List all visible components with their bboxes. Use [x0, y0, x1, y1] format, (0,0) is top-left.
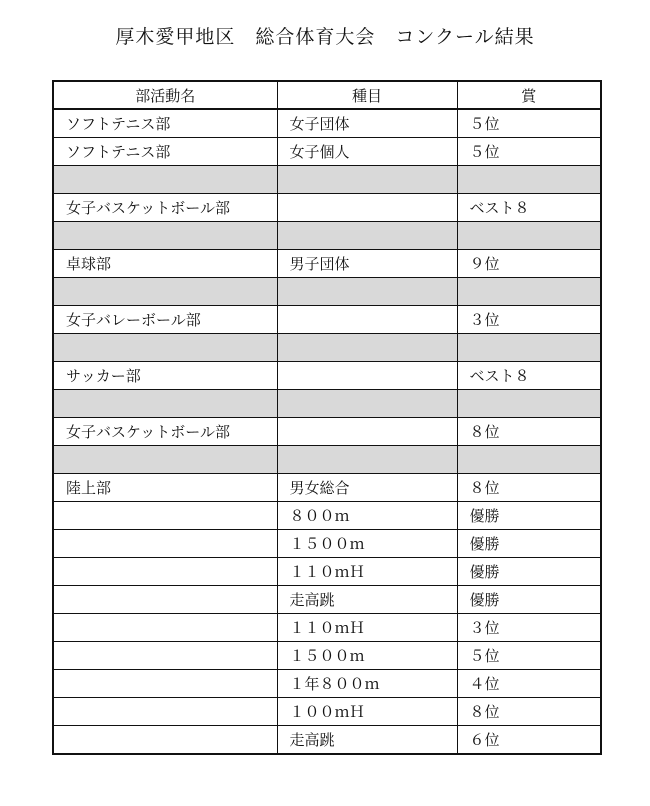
award-cell: 優勝: [457, 586, 601, 614]
club-cell: [53, 530, 277, 558]
club-cell: 女子バスケットボール部: [53, 418, 277, 446]
award-cell: ４位: [457, 670, 601, 698]
club-cell: [53, 334, 277, 362]
event-cell: 男子団体: [277, 250, 457, 278]
event-cell: [277, 390, 457, 418]
award-cell: ５位: [457, 642, 601, 670]
table-row: [53, 138, 601, 166]
award-cell: ベスト８: [457, 194, 601, 222]
document-title: 厚木愛甲地区 総合体育大会 コンクール結果: [115, 26, 535, 48]
club-cell: [53, 222, 277, 250]
event-cell: [277, 418, 457, 446]
table-row: [53, 726, 601, 755]
award-cell: ８位: [457, 418, 601, 446]
event-cell: [277, 278, 457, 306]
club-cell: [53, 642, 277, 670]
award-cell: 優勝: [457, 558, 601, 586]
award-cell: ３位: [457, 306, 601, 334]
event-cell: １１０ｍＨ: [277, 614, 457, 642]
award-cell: ８位: [457, 698, 601, 726]
table-row: [53, 222, 601, 250]
table-row: [53, 362, 601, 390]
event-cell: 女子団体: [277, 109, 457, 138]
event-cell: [277, 446, 457, 474]
table-row: [53, 334, 601, 362]
event-cell: [277, 334, 457, 362]
club-cell: 陸上部: [53, 474, 277, 502]
event-cell: [277, 222, 457, 250]
club-cell: [53, 558, 277, 586]
club-cell: [53, 502, 277, 530]
table-row: [53, 418, 601, 446]
event-cell: 走高跳: [277, 586, 457, 614]
event-cell: １１０ｍＨ: [277, 558, 457, 586]
table-row: [53, 642, 601, 670]
table-row: [53, 670, 601, 698]
event-cell: 女子個人: [277, 138, 457, 166]
award-cell: ベスト８: [457, 362, 601, 390]
event-cell: [277, 362, 457, 390]
club-cell: ソフトテニス部: [53, 109, 277, 138]
event-cell: 男女総合: [277, 474, 457, 502]
table-row: [53, 474, 601, 502]
club-cell: 女子バレーボール部: [53, 306, 277, 334]
club-cell: [53, 390, 277, 418]
table-row: [53, 698, 601, 726]
event-cell: １年８００ｍ: [277, 670, 457, 698]
table-row: [53, 586, 601, 614]
header-club: 部活動名: [53, 81, 277, 109]
award-cell: [457, 390, 601, 418]
club-cell: [53, 446, 277, 474]
award-cell: [457, 222, 601, 250]
event-cell: [277, 166, 457, 194]
club-cell: 卓球部: [53, 250, 277, 278]
club-cell: [53, 726, 277, 755]
award-cell: ５位: [457, 138, 601, 166]
event-cell: １５００ｍ: [277, 642, 457, 670]
table-row: [53, 558, 601, 586]
award-cell: ９位: [457, 250, 601, 278]
table-row: [53, 614, 601, 642]
event-cell: [277, 194, 457, 222]
results-table: [52, 80, 602, 755]
club-cell: 女子バスケットボール部: [53, 194, 277, 222]
table-row: [53, 530, 601, 558]
club-cell: [53, 278, 277, 306]
award-cell: [457, 166, 601, 194]
event-cell: １５００ｍ: [277, 530, 457, 558]
club-cell: ソフトテニス部: [53, 138, 277, 166]
award-cell: [457, 334, 601, 362]
table-row: [53, 166, 601, 194]
table-body: [53, 109, 601, 754]
event-cell: [277, 306, 457, 334]
award-cell: ３位: [457, 614, 601, 642]
award-cell: ６位: [457, 726, 601, 755]
table-row: [53, 278, 601, 306]
award-cell: ５位: [457, 109, 601, 138]
header-event: 種目: [277, 81, 457, 109]
club-cell: [53, 586, 277, 614]
table-row: [53, 390, 601, 418]
event-cell: １００ｍＨ: [277, 698, 457, 726]
award-cell: ８位: [457, 474, 601, 502]
club-cell: [53, 166, 277, 194]
club-cell: サッカー部: [53, 362, 277, 390]
event-cell: 走高跳: [277, 726, 457, 755]
table-row: [53, 109, 601, 138]
award-cell: 優勝: [457, 502, 601, 530]
award-cell: 優勝: [457, 530, 601, 558]
table-row: [53, 306, 601, 334]
club-cell: [53, 670, 277, 698]
table-row: [53, 446, 601, 474]
table-row: [53, 194, 601, 222]
award-cell: [457, 278, 601, 306]
table-header-row: [53, 81, 601, 109]
club-cell: [53, 698, 277, 726]
table-row: [53, 502, 601, 530]
table-row: [53, 250, 601, 278]
award-cell: [457, 446, 601, 474]
event-cell: ８００ｍ: [277, 502, 457, 530]
club-cell: [53, 614, 277, 642]
header-award: 賞: [457, 81, 601, 109]
